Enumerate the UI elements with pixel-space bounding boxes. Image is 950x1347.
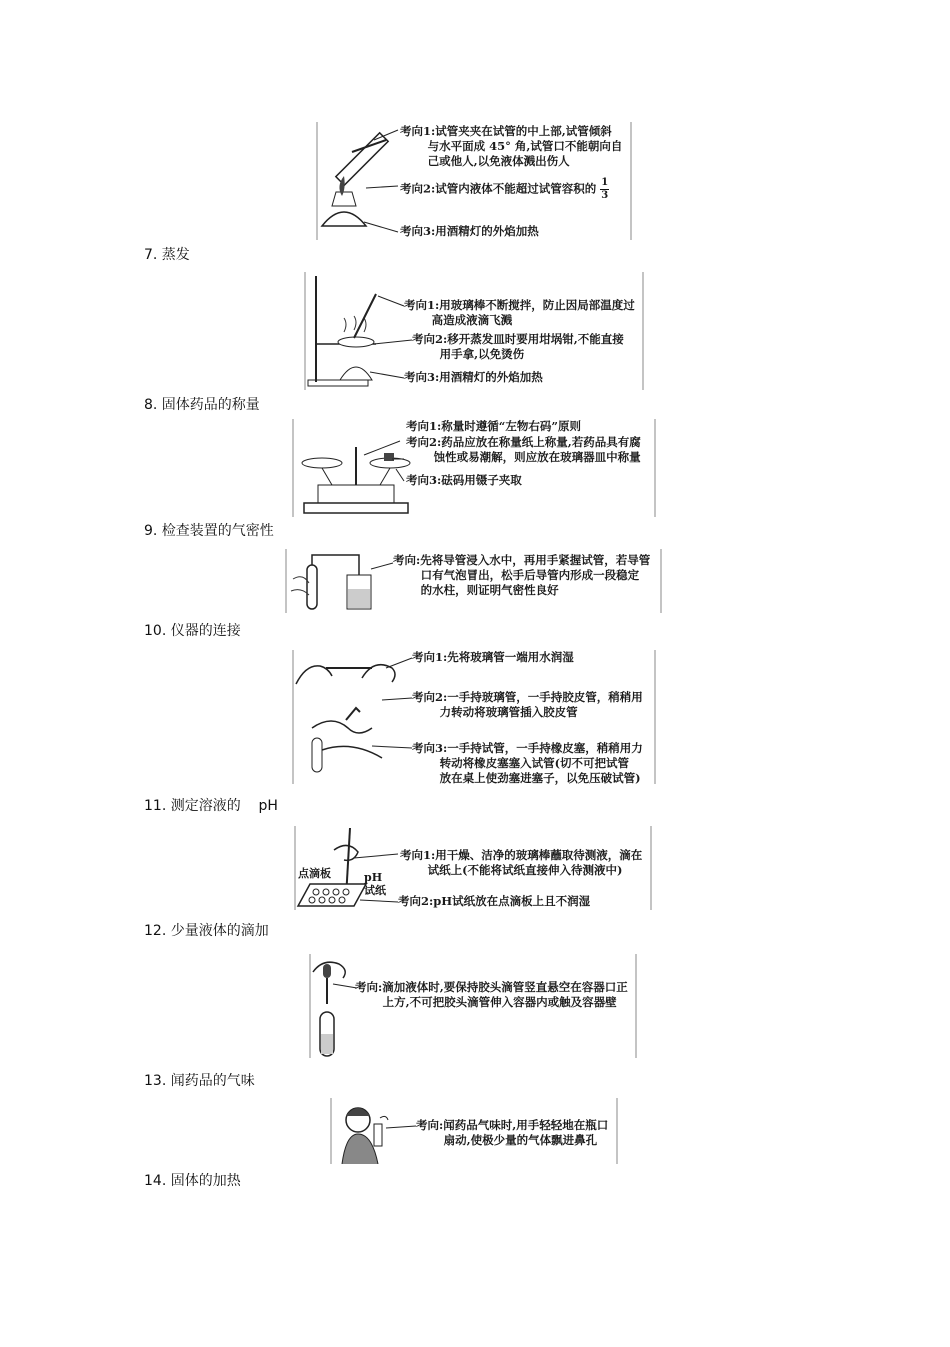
heading-smelling: 13. 闻药品的气味 <box>144 1073 255 1089</box>
note-weighing-1: 考向1:称量时遵循“左物右码”原则 <box>406 419 581 433</box>
note-dropping-b: 上方,不可把胶头滴管伸入容器内或触及容器壁 <box>382 995 617 1009</box>
heading-ph: 11. 测定溶液的 pH <box>144 798 278 814</box>
figure-smelling <box>330 1098 618 1164</box>
note-heating-2: 考向2:试管内液体不能超过试管容积的 <box>400 181 597 196</box>
figure-dropping <box>309 954 637 1058</box>
note-evaporation-1a: 考向1:用玻璃棒不断搅拌，防止因局部温度过 <box>404 298 635 312</box>
heading-evaporation: 7. 蒸发 <box>144 247 190 263</box>
note-heating-1b: 与水平面成 45° 角,试管口不能朝向自 <box>427 139 623 153</box>
figure-ph <box>294 826 652 910</box>
heading-airtightness: 9. 检查装置的气密性 <box>144 523 274 539</box>
figure-airtightness <box>285 549 662 613</box>
note-connection-1: 考向1:先将玻璃管一端用水润湿 <box>412 650 574 664</box>
note-ph-1b: 试纸上(不能将试纸直接伸入待测液中) <box>427 863 623 877</box>
note-weighing-2b: 蚀性或易潮解，则应放在玻璃器皿中称量 <box>433 450 641 464</box>
note-heating-1c: 己或他人,以免液体溅出伤人 <box>427 154 570 168</box>
label-ph: pH <box>364 871 383 884</box>
note-smelling-b: 扇动,使极少量的气体飘进鼻孔 <box>443 1133 598 1147</box>
note-weighing-2a: 考向2:药品应放在称量纸上称量,若药品具有腐 <box>406 435 641 449</box>
note-weighing-3: 考向3:砝码用镊子夹取 <box>406 473 522 487</box>
note-airtightness-c: 的水柱，则证明气密性良好 <box>420 583 559 597</box>
note-airtightness-a: 考向:先将导管浸入水中，再用手紧握试管，若导管 <box>393 553 651 567</box>
label-test-paper: 试纸 <box>364 884 386 897</box>
note-connection-3c: 放在桌上使劲塞进塞子，以免压破试管) <box>439 771 641 785</box>
figure-evaporation <box>304 272 644 390</box>
figure-weighing <box>292 419 656 517</box>
note-ph-1a: 考向1:用干燥、洁净的玻璃棒蘸取待测液，滴在 <box>400 848 643 862</box>
heading-heating-solid: 14. 固体的加热 <box>144 1173 241 1189</box>
label-spot-plate: 点滴板 <box>298 867 331 880</box>
note-connection-3b: 转动将橡皮塞塞入试管(切不可把试管 <box>439 756 630 770</box>
note-evaporation-2b: 用手拿,以免烫伤 <box>439 347 525 361</box>
note-evaporation-1b: 高造成液滴飞溅 <box>431 313 513 327</box>
note-heating-3: 考向3:用酒精灯的外焰加热 <box>400 224 539 238</box>
heading-dropping: 12. 少量液体的滴加 <box>144 923 269 939</box>
figure-heating-liquid <box>316 122 632 240</box>
note-evaporation-2a: 考向2:移开蒸发皿时要用坩埚钳,不能直接 <box>412 332 624 346</box>
note-airtightness-b: 口有气泡冒出，松手后导管内形成一段稳定 <box>420 568 640 582</box>
fraction-one-third: $\frac{1}{3}$ <box>601 177 609 201</box>
note-evaporation-3: 考向3:用酒精灯的外焰加热 <box>404 370 543 384</box>
note-smelling-a: 考向:闻药品气味时,用手轻轻地在瓶口 <box>416 1118 609 1132</box>
heading-weighing: 8. 固体药品的称量 <box>144 397 260 413</box>
note-connection-2b: 力转动将玻璃管插入胶皮管 <box>439 705 578 719</box>
note-connection-2a: 考向2:一手持玻璃管，一手持胶皮管，稍稍用 <box>412 690 643 704</box>
note-ph-2: 考向2:pH试纸放在点滴板上且不润湿 <box>398 894 591 908</box>
heading-connection: 10. 仪器的连接 <box>144 623 241 639</box>
figure-connection <box>292 650 656 784</box>
note-dropping-a: 考向:滴加液体时,要保持胶头滴管竖直悬空在容器口正 <box>355 980 628 994</box>
note-heating-1a: 考向1:试管夹夹在试管的中上部,试管倾斜 <box>400 124 612 138</box>
note-connection-3a: 考向3:一手持试管，一手持橡皮塞，稍稍用力 <box>412 741 643 755</box>
